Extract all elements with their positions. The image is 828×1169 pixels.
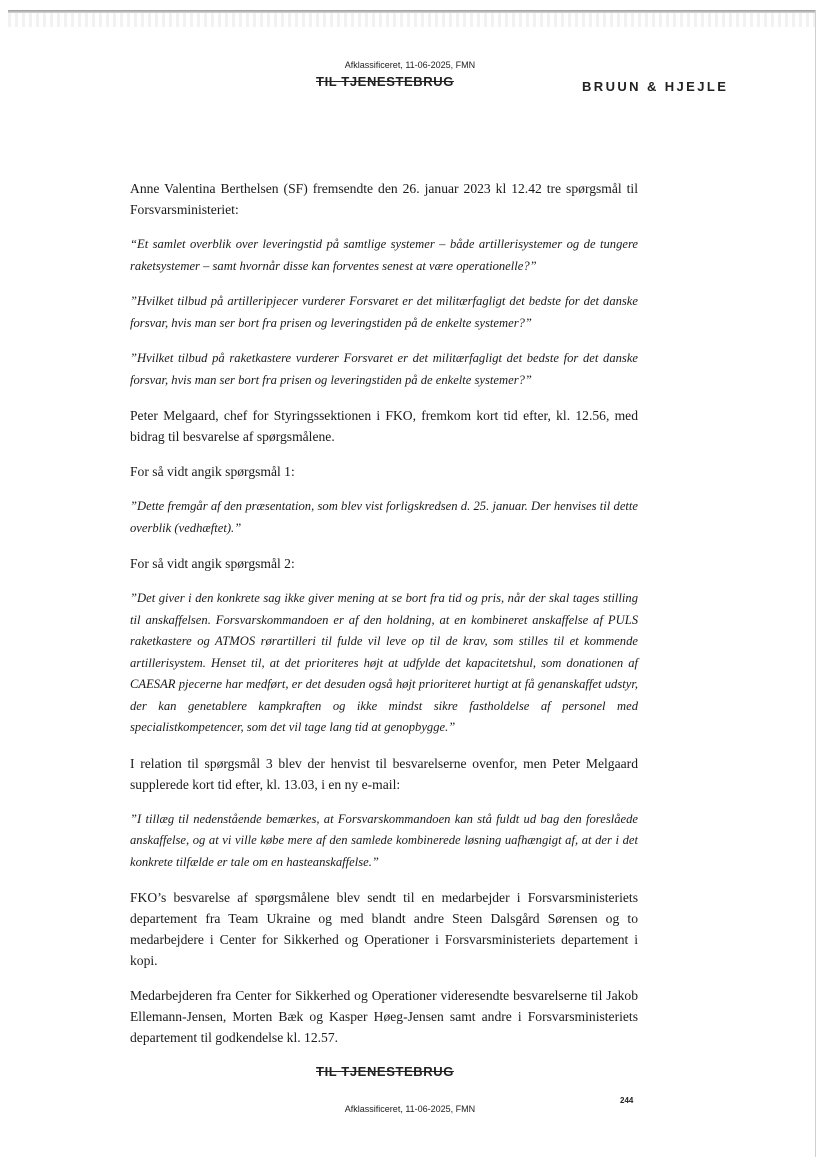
restriction-marking-top: TIL TJENESTEBRUG	[316, 74, 454, 89]
page-number: 244	[620, 1096, 634, 1105]
paragraph-question-1-heading: For så vidt angik spørgsmål 1:	[130, 464, 295, 479]
quote-question-1: “Et samlet overblik over leveringstid på samtlige systemer – både artillerisystemer og de tungere raketsystemer – samt hvornår disse kan forventes senest at være operationelle?”	[130, 237, 638, 273]
quote-answer-3: ”I tillæg til nedenstående bemærkes, at Forsvarskommandoen kan stå fuldt ud bag den foreslåede anskaffelse, og at vi ville købe mere af den samlede kombinerede løsning uafhængigt af, at der i det konkrete tilfælde er tale om en hasteanskaffelse.”	[130, 811, 638, 869]
brand-logo: BRUUN & HJEJLE	[582, 79, 729, 94]
quote-answer-1: ”Dette fremgår af den præsentation, som blev vist forligskredsen d. 25. januar. Der henvises til dette overblik (vedhæftet).”	[130, 499, 638, 535]
paragraph-intro: Anne Valentina Berthelsen (SF) fremsendte den 26. januar 2023 kl 12.42 tre spørgsmål til Forsvarsministeriet:	[130, 181, 638, 217]
declassification-stamp-top: Afklassificeret, 11-06-2025, FMN	[344, 60, 476, 70]
scan-right-edge	[815, 10, 816, 1157]
paragraph-fko-response: FKO’s besvarelse af spørgsmålene blev sendt til en medarbejder i Forsvarsministeriets departement fra Team Ukraine og med blandt andre Steen Dalsgård Sørensen og to medarbejdere i Center for Sikkerhed og Operationer i Forsvarsministeriets departement i kopi.	[130, 890, 638, 968]
quote-answer-2: ”Det giver i den konkrete sag ikke giver mening at se bort fra tid og pris, når der skal tages stilling til anskaffelsen. Forsvarskommandoen er af den holdning, at en kombineret anskaffelse af PULS raketkastere og ATMOS rørartilleri til fulde vil leve op til de krav, som stilles til et kommende artillerisystem. Henset til, at det prioriteres højt at udfylde det kapacitetshul, som donationen af CAESAR pjecerne har medført, er det desuden også højt prioriteret hurtigt at få genanskaffet udstyr, der kan genetablere kampkraften og ikke mindst sikre fastholdelse af personel med specialistkompetencer, som det vil tage lang tid at genopbygge.”	[130, 591, 638, 734]
quote-question-3: ”Hvilket tilbud på raketkastere vurderer Forsvaret er det militærfagligt det bedste for det danske forsvar, hvis man ser bort fra prisen og leveringstiden på de enkelte systemer?”	[130, 351, 638, 387]
paragraph-question-3: I relation til spørgsmål 3 blev der henvist til besvarelserne ovenfor, men Peter Melgaard supplerede kort tid efter, kl. 13.03, i en ny e-mail:	[130, 755, 638, 792]
scan-noise	[8, 13, 816, 27]
document-body	[130, 178, 638, 1062]
declassification-stamp-bottom: Afklassificeret, 11-06-2025, FMN	[344, 1104, 476, 1114]
paragraph-question-2-heading: For så vidt angik spørgsmål 2:	[130, 556, 295, 571]
restriction-marking-bottom: TIL TJENESTEBRUG	[316, 1064, 454, 1079]
paragraph-melgaard: Peter Melgaard, chef for Styringssektionen i FKO, fremkom kort tid efter, kl. 12.56, med bidrag til besvarelse af spørgsmålene.	[130, 408, 638, 444]
quote-question-2: ”Hvilket tilbud på artilleripjecer vurderer Forsvaret er det militærfagligt det bedste for det danske forsvar, hvis man ser bort fra prisen og leveringstiden på de enkelte systemer?”	[130, 294, 638, 330]
paragraph-forwarding: Medarbejderen fra Center for Sikkerhed og Operationer videresendte besvarelserne til Jakob Ellemann-Jensen, Morten Bæk og Kasper Høeg-Jensen samt andre i Forsvarsministeriets departement til godkendelse kl. 12.57.	[130, 988, 638, 1045]
